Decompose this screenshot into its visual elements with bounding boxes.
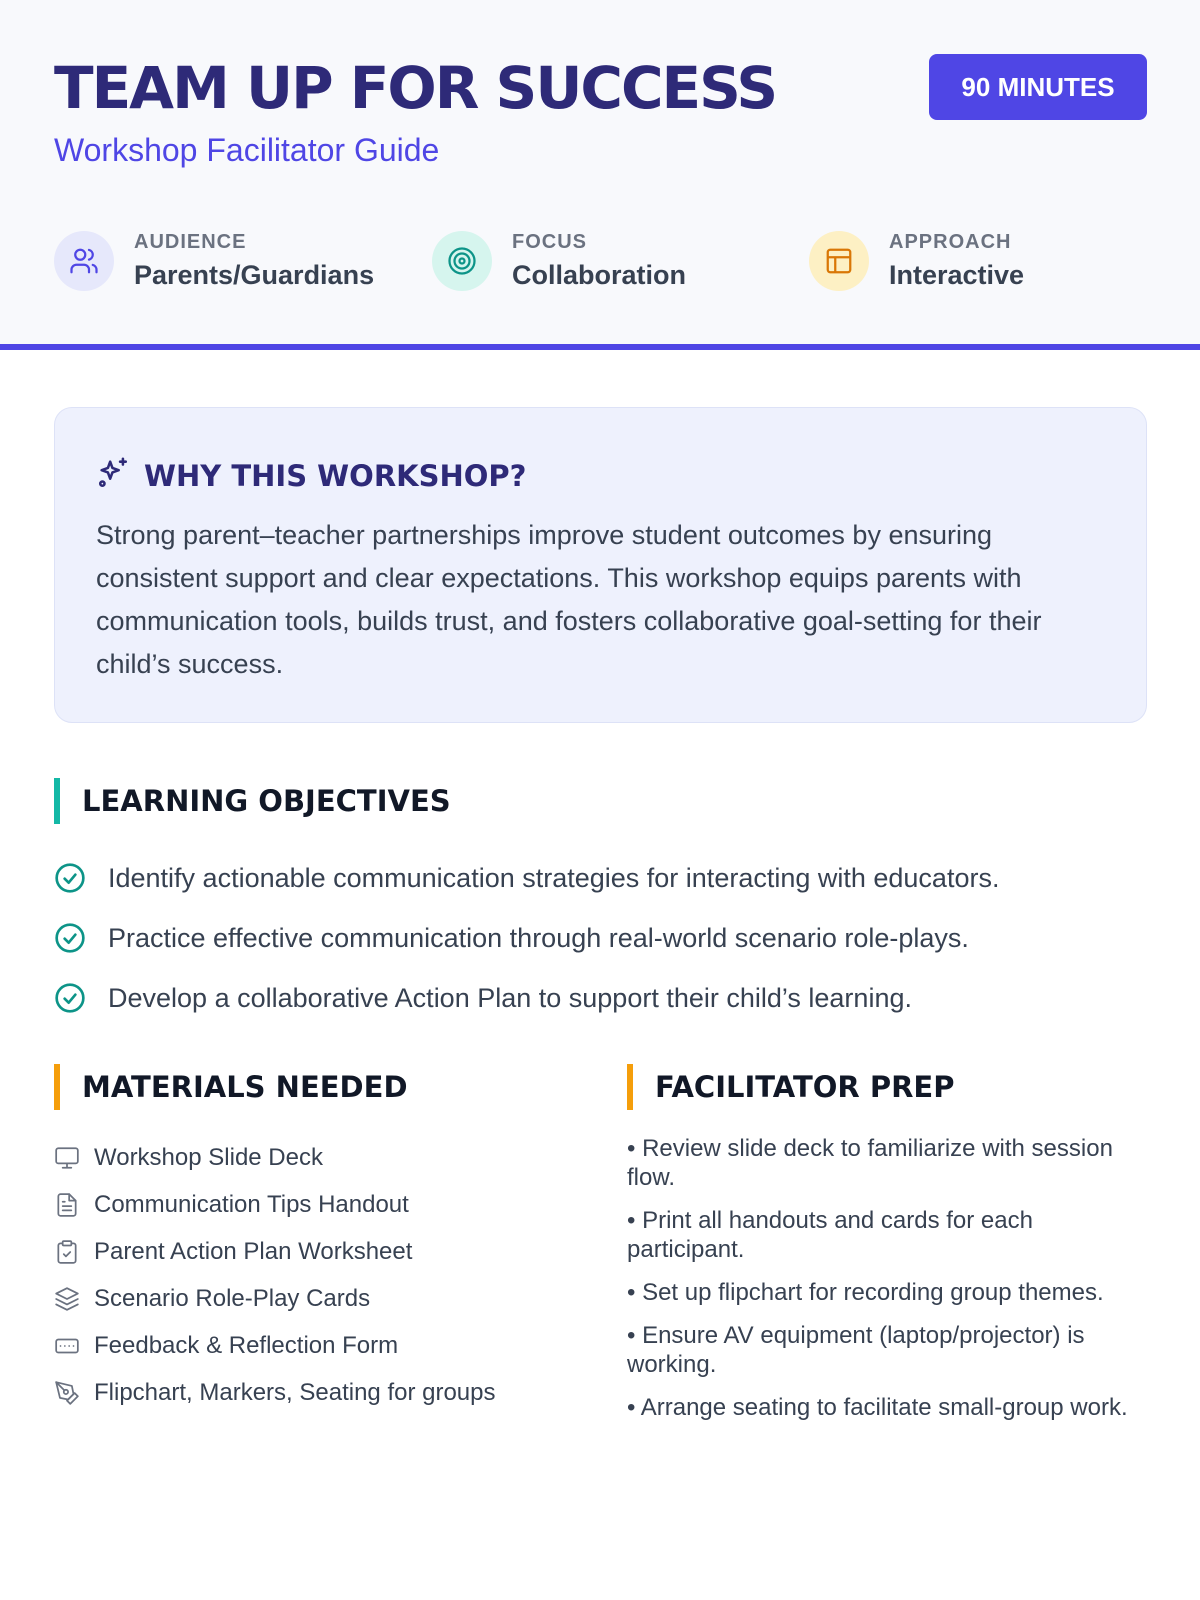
material-label: Scenario Role-Play Cards: [94, 1284, 371, 1312]
users-icon: [54, 231, 114, 291]
prep-list: [627, 1134, 1147, 1436]
list-item: [54, 1134, 574, 1181]
check-circle-icon: [54, 922, 86, 954]
material-label: Feedback & Reflection Form: [94, 1331, 399, 1359]
list-item: [54, 1181, 574, 1228]
file-text-icon: [54, 1192, 80, 1218]
meta-approach: [809, 230, 1024, 292]
list-item: • Set up flipchart for recording group themes.: [627, 1279, 1104, 1306]
list-item: [54, 1228, 574, 1275]
why-body: Strong parent–teacher partnerships improve student outcomes by ensuring consistent support and clear expectations. This workshop equips parents with communication tools, builds trust, and fosters collaborative goal-setting for their child’s success.: [96, 520, 1042, 679]
list-item: • Ensure AV equipment (laptop/projector) is working.: [627, 1322, 1085, 1378]
layout-icon: [809, 231, 869, 291]
list-item: [54, 1369, 574, 1416]
pen-tool-icon: [54, 1380, 80, 1406]
prep-heading: FACILITATOR PREP: [627, 1064, 955, 1110]
target-icon: [432, 231, 492, 291]
materials-heading: MATERIALS NEEDED: [54, 1064, 408, 1110]
duration-badge: 90 MINUTES: [929, 54, 1147, 120]
list-item: [54, 968, 1154, 1028]
meta-audience: [54, 230, 374, 292]
material-label: Flipchart, Markers, Seating for groups: [94, 1378, 496, 1406]
list-item: • Arrange seating to facilitate small-group work.: [627, 1394, 1128, 1421]
material-label: Workshop Slide Deck: [94, 1143, 323, 1171]
meta-label: AUDIENCE: [134, 231, 247, 253]
list-item: • Print all handouts and cards for each participant.: [627, 1207, 1033, 1263]
meta-value: Interactive: [889, 260, 1025, 290]
check-circle-icon: [54, 862, 86, 894]
materials-list: [54, 1134, 574, 1416]
objective-text: Identify actionable communication strategies for interacting with educators.: [108, 862, 1000, 893]
objectives-list: [54, 848, 1154, 1028]
list-item: [54, 1275, 574, 1322]
meta-focus: [432, 230, 686, 292]
material-label: Parent Action Plan Worksheet: [94, 1237, 413, 1265]
page-subtitle: Workshop Facilitator Guide: [54, 132, 440, 168]
clipboard-check-icon: [54, 1239, 80, 1265]
list-item: [54, 848, 1154, 908]
sparkles-icon: [96, 456, 130, 495]
objectives-heading: LEARNING OBJECTIVES: [54, 778, 451, 824]
monitor-icon: [54, 1145, 80, 1171]
form-icon: [54, 1333, 80, 1359]
layers-icon: [54, 1286, 80, 1312]
meta-value: Parents/Guardians: [134, 260, 375, 290]
meta-label: APPROACH: [889, 231, 1012, 253]
meta-label: FOCUS: [512, 231, 587, 253]
page-header: [0, 0, 1200, 350]
list-item: [54, 1322, 574, 1369]
why-workshop-card: [54, 407, 1147, 723]
list-item: • Review slide deck to familiarize with session flow.: [627, 1135, 1113, 1191]
objective-text: Develop a collaborative Action Plan to support their child’s learning.: [108, 982, 912, 1013]
page-title: TEAM UP FOR SUCCESS: [54, 54, 777, 122]
meta-value: Collaboration: [512, 260, 686, 290]
why-title: WHY THIS WORKSHOP?: [144, 458, 527, 493]
material-label: Communication Tips Handout: [94, 1190, 409, 1218]
objective-text: Practice effective communication through real-world scenario role-plays.: [108, 922, 969, 953]
list-item: [54, 908, 1154, 968]
check-circle-icon: [54, 982, 86, 1014]
